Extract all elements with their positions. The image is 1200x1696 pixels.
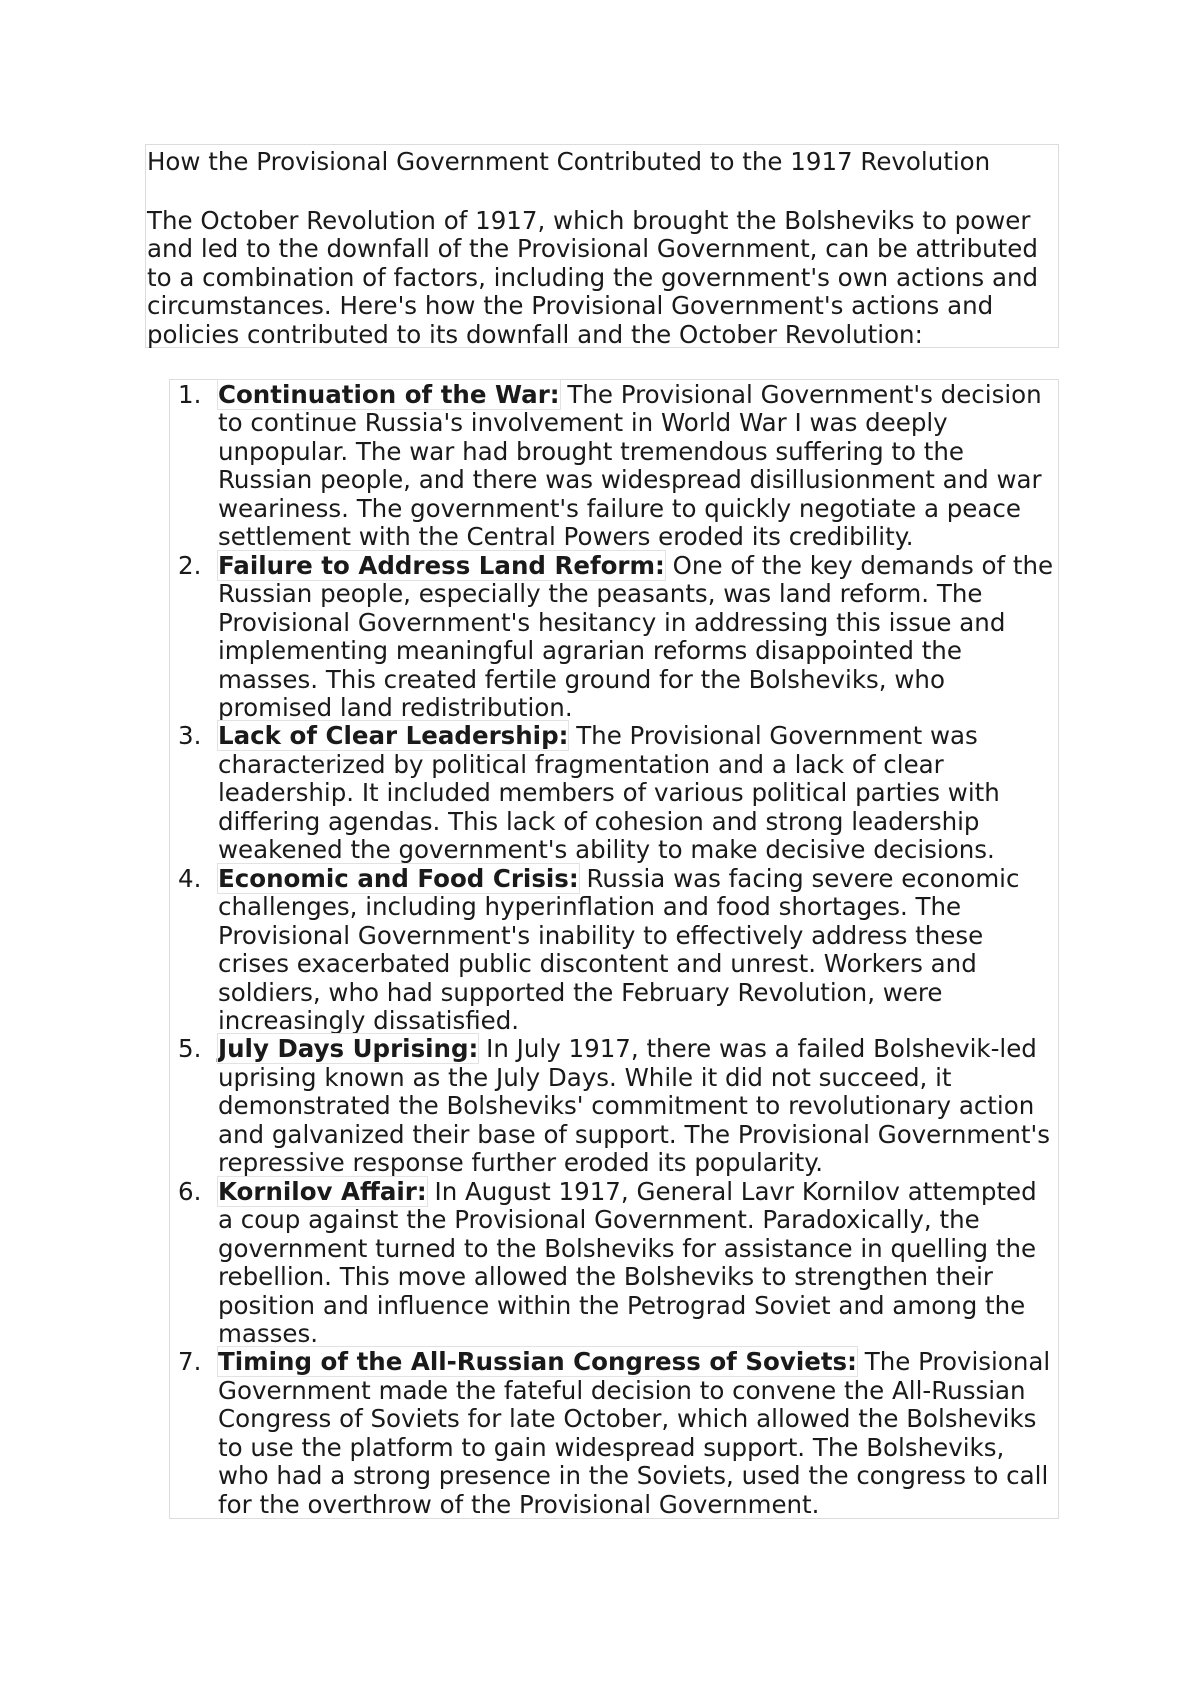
item-number: 1. <box>178 380 202 409</box>
list-item <box>170 1348 1058 1519</box>
item-number: 3. <box>178 721 202 751</box>
item-text: The Provisional Government was characterized by political fragmentation and a lack of clear leadership. It included members of various political parties with differing agendas. This lack of cohesion and strong leadership weakened the government's ability to make decisive decisions. <box>218 721 1000 865</box>
item-number: 4. <box>178 863 202 893</box>
factors-list <box>170 381 1058 1519</box>
item-text: The Provisional Government's decision to continue Russia's involvement in World War I was deeply unpopular. The war had brought tremendous suffering to the Russian people, and there was widespread disillusionment and war weariness. The government's failure to quickly negotiate a peace settlement with the Central Powers eroded its credibility. <box>218 380 1042 552</box>
item-heading: Kornilov Affair: <box>218 1176 427 1206</box>
item-number: 5. <box>178 1034 202 1064</box>
item-number: 7. <box>178 1347 202 1377</box>
item-heading: July Days Uprising: <box>218 1034 479 1064</box>
item-text: In August 1917, General Lavr Kornilov attempted a coup against the Provisional Government. Paradoxically, the government turned to the Bolsheviks for assistance in quelling the rebellion. This move allowed the Bolsheviks to strengthen their position and influence within the Petrograd Soviet and among the masses. <box>218 1176 1037 1348</box>
list-item <box>170 865 1058 1036</box>
list-item <box>170 381 1058 552</box>
item-heading: Economic and Food Crisis: <box>218 863 579 893</box>
item-heading: Timing of the All-Russian Congress of Soviets: <box>218 1347 857 1377</box>
document-title: How the Provisional Government Contributed to the 1917 Revolution <box>147 147 991 176</box>
intro-paragraph: The October Revolution of 1917, which brought the Bolsheviks to power and led to the downfall of the Provisional Government, can be attributed to a combination of factors, including the government's own actions and circumstances. Here's how the Provisional Government's actions and policies contributed to its downfall and the October Revolution: <box>147 205 1039 349</box>
item-heading: Lack of Clear Leadership: <box>218 721 569 751</box>
list-item <box>170 552 1058 723</box>
item-text: Russia was facing severe economic challenges, including hyperinflation and food shortages. The Provisional Government's inability to effectively address these crises exacerbated public discontent and unrest. Workers and soldiers, who had supported the February Revolution, were increasingly dissatisfied. <box>218 863 1020 1035</box>
list-item <box>170 1035 1058 1177</box>
list-item <box>170 722 1058 864</box>
intro-section <box>145 144 1059 348</box>
item-heading: Continuation of the War: <box>218 380 560 409</box>
item-heading: Failure to Address Land Reform: <box>218 550 665 580</box>
factors-section <box>169 379 1059 1519</box>
list-item <box>170 1178 1058 1349</box>
item-number: 6. <box>178 1176 202 1206</box>
item-text: One of the key demands of the Russian people, especially the peasants, was land reform. The Provisional Government's hesitancy in addressing this issue and implementing meaningful agrarian reforms disappointed the masses. This created fertile ground for the Bolsheviks, who promised land redistribution. <box>218 550 1054 722</box>
item-number: 2. <box>178 550 202 580</box>
item-text: The Provisional Government made the fateful decision to convene the All-Russian Congress of Soviets for late October, which allowed the Bolsheviks to use the platform to gain widespread support. The Bolsheviks, who had a strong presence in the Soviets, used the congress to call for the overthrow of the Provisional Government. <box>218 1347 1051 1519</box>
item-text: In July 1917, there was a failed Bolshevik-led uprising known as the July Days. While it did not succeed, it demonstrated the Bolsheviks' commitment to revolutionary action and galvanized their base of support. The Provisional Government's repressive response further eroded its popularity. <box>218 1034 1050 1178</box>
